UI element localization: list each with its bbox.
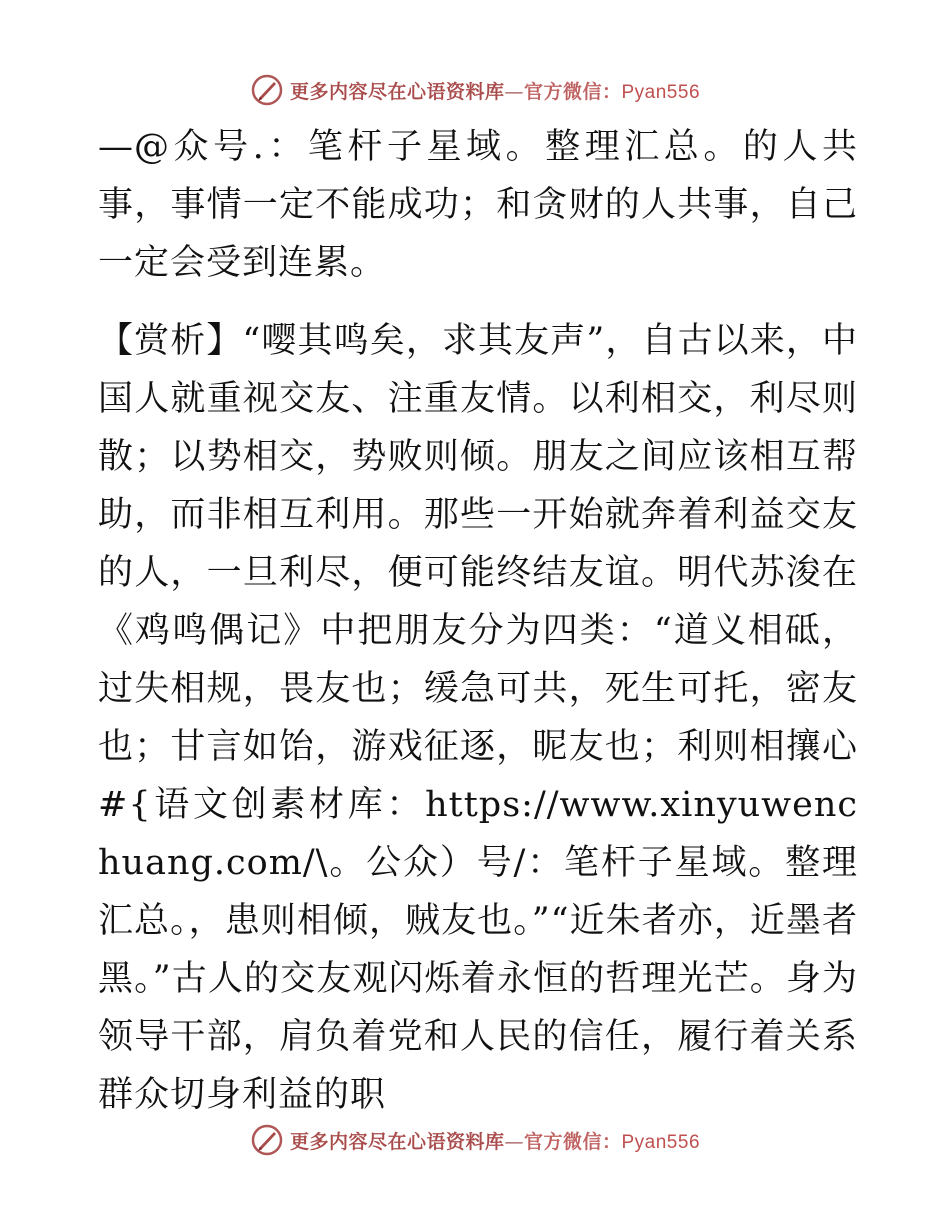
watermark-main-text: 更多内容尽在心语资料库 <box>289 80 505 103</box>
wechat-label: 官方微信： <box>523 1130 622 1153</box>
footer-watermark-banner <box>0 1120 950 1160</box>
watermark-text <box>290 77 700 104</box>
quill-pen-logo-icon <box>250 73 284 107</box>
wechat-id: Pyan556 <box>621 1131 701 1153</box>
watermark-text <box>290 1127 700 1154</box>
quill-pen-logo-icon <box>250 1123 284 1157</box>
paragraph-2-appreciation: 【赏析】“嘤其鸣矣，求其友声”，自古以来，中国人就重视交友、注重友情。以利相交，利尽则散；以势相交，势败则倾。朋友之间应该相互帮助，而非相互利用。那些一开始就奔着利益交友的人，一旦利尽，便可能终结友谊。明代苏浚在《鸡鸣偶记》中把朋友分为四类：“道义相砥，过失相规，畏友也；缓急可共，死生可托，密友也；甘言如饴，游戏征逐，昵友也；利则相攘心#{语文创素材库：https://www.xinyuwenchuang.com/\。公众）号/：笔杆子星域。整理汇总。，患则相倾，贼友也。”“近朱者亦，近墨者黑。”古人的交友观闪烁着永恒的哲理光芒。身为领导干部，肩负着党和人民的信任，履行着关系群众切身利益的职 <box>98 321 858 1115</box>
paragraph-1: —@众号.：笔杆子星域。整理汇总。的人共事，事情一定不能成功；和贪财的人共事，自己一定会受到连累。 <box>98 127 858 283</box>
watermark-main-text: 更多内容尽在心语资料库 <box>289 1130 505 1153</box>
header-watermark-banner <box>0 70 950 110</box>
wechat-id: Pyan556 <box>621 81 701 103</box>
document-body <box>98 118 858 1124</box>
watermark-dash: — <box>504 80 524 103</box>
wechat-label: 官方微信： <box>523 80 622 103</box>
watermark-dash: — <box>504 1130 524 1153</box>
